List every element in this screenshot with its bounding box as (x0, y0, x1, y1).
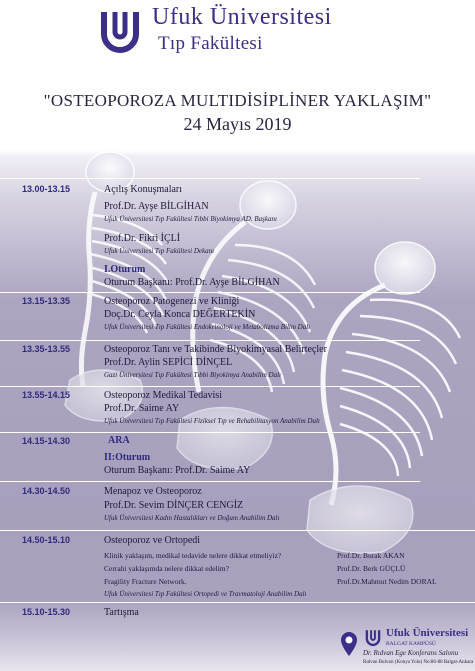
time-slot: 14.15-14.30 (22, 436, 71, 446)
time-slot: 13.55-14.15 (22, 390, 71, 400)
divider (0, 386, 420, 387)
footer-address: Rıdvan Bulvarı (Konya Yolu) No:86-88 Balgat-Ankara (363, 660, 474, 665)
time-slot: 13.35-13.55 (22, 344, 71, 354)
time-slot: 13.00-13.15 (22, 184, 71, 194)
divider (0, 178, 420, 179)
divider (0, 481, 420, 482)
speaker-name: Prof.Dr. Saime AY (104, 403, 180, 414)
university-name: Ufuk Üniversitesi (152, 4, 332, 30)
divider (0, 292, 420, 293)
speaker-affiliation: Ufuk Üniversitesi Tıp Fakültesi Tıbbi Biyokimya AD. Başkanı (104, 215, 277, 223)
program-title: Osteoporoz ve Ortopedi (104, 535, 201, 546)
speaker-name: Prof.Dr. Burak AKAN (337, 551, 405, 560)
time-slot: 14.50-15.10 (22, 535, 71, 545)
footer-campus: BALGAT KAMPÜSÜ (386, 641, 436, 647)
divider (0, 340, 420, 341)
event-title: "OSTEOPOROZA MULTIDİSİPLİNER YAKLAŞIM" (43, 91, 432, 110)
speaker-affiliation: Gazi Üniversitesi Tıp Fakültesi Tıbbi Biyokimya Anabilim Dalı (104, 371, 281, 379)
program-title: Menapoz ve Osteoporoz (104, 486, 202, 497)
speaker-name: Prof.Dr. Aylin SEPİCİ DİNÇEL (104, 357, 233, 368)
program-title: Tartışma (104, 607, 139, 618)
speaker-name: Prof.Dr. Ayşe BİLGİHAN (104, 201, 209, 212)
speaker-affiliation: Ufuk Üniversitesi Tıp Fakültesi Fiziksel Tıp ve Rehabilitasyon Anabilim Dalı (104, 417, 320, 425)
faculty-name: Tıp Fakültesi (158, 33, 263, 54)
session-chair: Oturum Başkanı: Prof.Dr. Ayşe BİLGİHAN (104, 277, 280, 288)
divider (0, 602, 475, 603)
program-title: Osteoporoz Tanı ve Takibinde Biyokimyasal Belirteçler (104, 344, 327, 355)
divider (0, 432, 420, 433)
topic-question: Klinik yaklaşım, medikal tedavide nelere dikkat etmeliyiz? (104, 551, 282, 560)
location-pin-icon (340, 632, 358, 656)
program-title: Osteoporoz Patogenezi ve Kliniği (104, 296, 240, 307)
footer-university: Ufuk Üniversitesi (386, 627, 469, 639)
topic-question: Cerrahi yaklaşımda nelere dikkat edelim? (104, 564, 229, 573)
speaker-name: Prof.Dr.Mahmut Nedim DORAL (337, 577, 437, 586)
session-label: I.Oturum (104, 264, 146, 275)
footer-venue: Dr. Rıdvan Ege Konferans Salonu (363, 649, 459, 657)
speaker-name: Doç.Dr. Ceyla Konca DEĞERTEKİN (104, 309, 256, 320)
break-label: ARA (108, 435, 130, 446)
footer-logo-icon (363, 628, 383, 648)
topic-question: Fragility Fracture Network. (104, 577, 187, 586)
time-slot: 14.30-14.50 (22, 486, 71, 496)
program-title: Açılış Konuşmaları (104, 184, 183, 195)
speaker-affiliation: Ufuk Üniversitesi Tıp Fakültesi Ortopedi ve Travmatoloji Anabilim Dalı (104, 590, 307, 598)
speaker-affiliation: Ufuk Üniversitesi Kadın Hastalıkları ve Doğum Anabilim Dalı (104, 514, 280, 522)
speaker-name: Prof.Dr. Fikri İÇLİ (104, 233, 181, 244)
event-date: 24 Mayıs 2019 (183, 114, 292, 134)
divider (0, 530, 475, 531)
time-slot: 13.15-13.35 (22, 296, 71, 306)
time-slot: 15.10-15.30 (22, 607, 71, 617)
speaker-affiliation: Ufuk Üniversitesi Tıp Fakültesi Endokrinoloji ve Metabolizma Bilim Dalı (104, 323, 311, 331)
speaker-name: Prof.Dr. Sevim DİNÇER CENGİZ (104, 500, 244, 511)
speaker-name: Prof.Dr. Berk GÜÇLÜ (337, 564, 406, 573)
speaker-affiliation: Ufuk Üniversitesi Tıp Fakültesi Dekanı (104, 247, 215, 255)
session-chair: Oturum Başkanı: Prof.Dr. Saime AY (104, 465, 251, 476)
program-title: Osteoporoz Medikal Tedavisi (104, 390, 222, 401)
session-label: II:Oturum (104, 452, 151, 463)
